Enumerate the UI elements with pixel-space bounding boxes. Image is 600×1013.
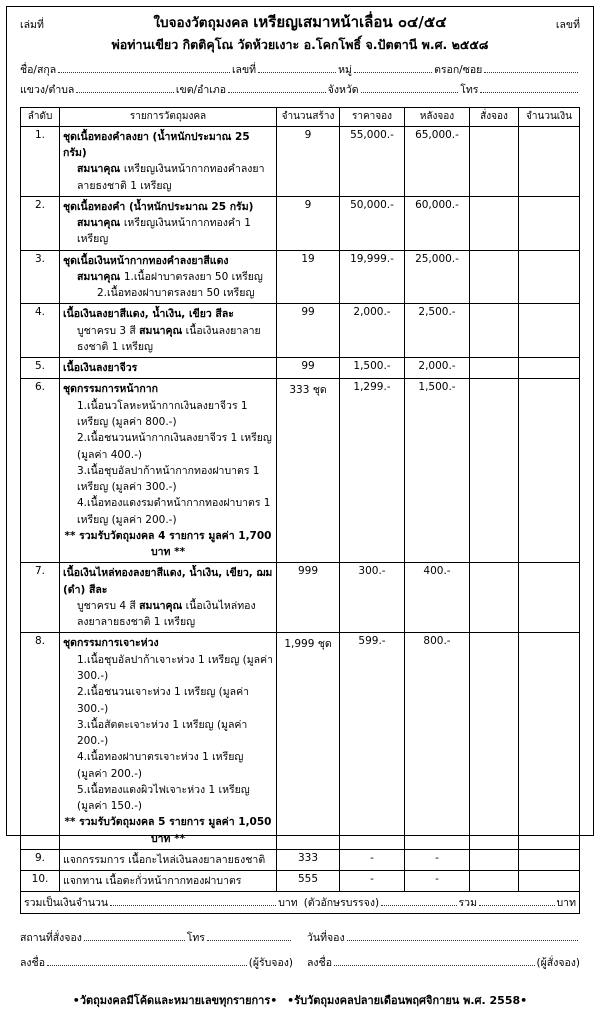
description-line: 4.เนื้อทองฝาบาตรเจาะห่วง 1 เหรียญ (มูลค่า 200.-) (77, 751, 244, 780)
order-place-label: สถานที่สั่งจอง (20, 932, 82, 945)
row-quantity: 555 (277, 871, 340, 892)
items-table-body (21, 126, 580, 892)
row-postorder-price: - (405, 871, 470, 892)
description-line: สมนาคุณ เหรียญเงินหน้ากากทองคำ 1 เหรียญ (77, 217, 251, 246)
row-index: 7. (21, 563, 60, 633)
title-prefix: ใบจองวัตถุมงคล (153, 15, 249, 31)
items-table-header (21, 107, 580, 126)
row-index: 10. (21, 871, 60, 892)
order-phone-label: โทร (186, 932, 205, 945)
signature-section (20, 926, 580, 974)
row-order-input[interactable] (470, 871, 519, 892)
row-amount-input[interactable] (519, 379, 580, 563)
row-amount-input[interactable] (519, 849, 580, 870)
row-index: 8. (21, 633, 60, 849)
description-line: สมนาคุณ เหรียญเงินหน้ากากทองคำลงยาลายธงชาติ 1 เหรียญ (77, 163, 265, 192)
row-order-input[interactable] (470, 379, 519, 563)
row-description (60, 849, 277, 870)
description-line: 1.เนื้อชุบอัลปาก้าเจาะห่วง 1 เหรียญ (มูลค่า 300.-) (77, 653, 273, 682)
row-amount-input[interactable] (519, 871, 580, 892)
row-amount-input[interactable] (519, 563, 580, 633)
receiver-role-label: (ผู้รับจอง) (248, 956, 293, 969)
table-header-row (21, 107, 580, 126)
row-preorder-price: 300.- (340, 563, 405, 633)
description-line: ชุดกรรมการเจาะห่วง (63, 637, 159, 650)
table-row (21, 849, 580, 870)
row-index: 2. (21, 196, 60, 250)
row-postorder-price: 2,500.- (405, 304, 470, 358)
description-line: บูชาครบ 3 สี สมนาคุณ เนื้อเงินลงยาลายธงชาติ 1 เหรียญ (77, 324, 261, 353)
row-postorder-price: 25,000.- (405, 250, 470, 304)
table-row (21, 633, 580, 849)
row-postorder-price: 2,000.- (405, 358, 470, 379)
title-main: เหรียญเสมาหน้าเลื่อน ๐๔/๕๔ (253, 13, 447, 31)
description-line: 4.เนื้อทองแดงรมดำหน้ากากทองฝาบาตร 1 เหรียญ (มูลค่า 200.-) (77, 497, 271, 526)
order-date-label: วันที่จอง (307, 932, 345, 945)
col-postorder-price: หลังจอง (405, 107, 470, 126)
row-order-input[interactable] (470, 358, 519, 379)
row-description (60, 379, 277, 563)
name-label: ชื่อ/สกุล (20, 63, 57, 76)
row-amount-input[interactable] (519, 304, 580, 358)
row-preorder-price: 19,999.- (340, 250, 405, 304)
order-date-input[interactable] (347, 930, 578, 941)
name-address-line (20, 61, 580, 81)
district-line (20, 81, 580, 101)
row-order-input[interactable] (470, 304, 519, 358)
row-index: 6. (21, 379, 60, 563)
description-line: เนื้อเงินไหล่ทองลงยาสีแดง, น้ำเงิน, เขียว, ฌม (ดำ) สีละ (63, 567, 273, 596)
row-quantity: 9 (277, 126, 340, 196)
row-amount-input[interactable] (519, 250, 580, 304)
row-description (60, 563, 277, 633)
sum-input[interactable] (479, 895, 555, 906)
table-row (21, 563, 580, 633)
page-subtitle: พ่อท่านเขียว กิตติคุโณ วัดห้วยเงาะ อ.โคกโพธิ์ จ.ปัตตานี พ.ศ. ๒๕๕๘ (111, 36, 489, 52)
sum-label: รวม (458, 897, 478, 910)
row-index: 9. (21, 849, 60, 870)
subdistrict-label: แขวง/ตำบล (20, 83, 75, 96)
total-amount-input[interactable] (110, 895, 276, 906)
page-title (72, 12, 528, 34)
district-label: เขต/อำเภอ (175, 83, 227, 96)
table-row (21, 304, 580, 358)
description-line: เนื้อเงินลงยาสีแดง, น้ำเงิน, เขียว สีละ (63, 308, 234, 321)
note-codes: •วัตถุมงคลมีโค้ดและหมายเลขทุกรายการ• (72, 993, 278, 1007)
house-no-label: เลขที่ (231, 63, 257, 76)
province-input[interactable] (361, 82, 459, 93)
orderer-role-label: (ผู้สั่งจอง) (536, 956, 580, 969)
order-phone-input[interactable] (207, 930, 291, 941)
description-line: บูชาครบ 4 สี สมนาคุณ เนื้อเงินไหล่ทองลงยาลายธงชาติ 1 เหรียญ (77, 599, 256, 629)
description-line: สมนาคุณ 1.เนื้อฝาบาตรลงยา 50 เหรียญ (77, 270, 263, 283)
row-preorder-price: 1,500.- (340, 358, 405, 379)
description-line: ** รวมรับวัตถุมงคล 4 รายการ มูลค่า 1,700 บาท ** (64, 529, 272, 559)
house-no-input[interactable] (258, 62, 336, 73)
row-index: 4. (21, 304, 60, 358)
row-order-input[interactable] (470, 849, 519, 870)
total-in-words-label: (ตัวอักษรบรรจง) (303, 897, 380, 910)
note-delivery: •รับวัตถุมงคลปลายเดือนพฤศจิกายน พ.ศ. 2558• (287, 993, 528, 1007)
description-line: 2.เนื้อทองฝาบาตรลงยา 50 เหรียญ (97, 287, 255, 300)
col-index: ลำดับ (21, 107, 60, 126)
sum-unit-baht: บาท (556, 897, 576, 910)
district-input[interactable] (228, 82, 326, 93)
row-index: 5. (21, 358, 60, 379)
row-description (60, 126, 277, 196)
description-line: ** รวมรับวัตถุมงคล 5 รายการ มูลค่า 1,050 บาท ** (64, 816, 272, 845)
receiver-signature-input[interactable] (47, 955, 247, 966)
row-preorder-price: 1,299.- (340, 379, 405, 563)
description-line: 1.เนื้อนวโลหะหน้ากากเงินลงยาจีวร 1 เหรียญ (มูลค่า 800.-) (77, 399, 248, 428)
soi-input[interactable] (484, 62, 578, 73)
row-quantity: 999 (277, 563, 340, 633)
row-order-input[interactable] (470, 633, 519, 849)
row-amount-input[interactable] (519, 633, 580, 849)
signature-row (20, 951, 580, 975)
row-preorder-price: 2,000.- (340, 304, 405, 358)
col-quantity: จำนวนสร้าง (277, 107, 340, 126)
row-preorder-price: - (340, 849, 405, 870)
table-row (21, 358, 580, 379)
total-in-words-input[interactable] (381, 895, 457, 906)
serial-number-label: เลขที่ (555, 19, 580, 31)
description-line: 3.เนื้อสัตตะเจาะห่วง 1 เหรียญ (มูลค่า 200.-) (77, 718, 248, 748)
row-quantity: 19 (277, 250, 340, 304)
volume-number-label: เล่มที่ (20, 19, 44, 31)
row-quantity: 1,999 ชุด (277, 633, 340, 849)
row-index: 3. (21, 250, 60, 304)
total-row (21, 892, 580, 914)
row-postorder-price: 800.- (405, 633, 470, 849)
row-quantity: 99 (277, 358, 340, 379)
phone-input[interactable] (480, 82, 578, 93)
row-amount-input[interactable] (519, 196, 580, 250)
row-description (60, 196, 277, 250)
description-line: แจกทาน เนื้อตะกั่วหน้ากากทองฝาบาตร (63, 875, 242, 888)
description-line: ชุดกรรมการหน้ากาก (63, 383, 159, 396)
col-amount: จำนวนเงิน (519, 107, 580, 126)
receiver-sign-label: ลงชื่อ (20, 956, 45, 969)
row-description (60, 250, 277, 304)
items-table (20, 107, 580, 915)
table-row (21, 196, 580, 250)
bottom-notes (20, 991, 580, 1009)
name-input[interactable] (58, 62, 230, 73)
row-amount-input[interactable] (519, 358, 580, 379)
row-preorder-price: 599.- (340, 633, 405, 849)
subdistrict-input[interactable] (76, 82, 174, 93)
items-table-footer (21, 892, 580, 914)
title-block (72, 12, 528, 54)
row-quantity: 333 ชุด (277, 379, 340, 563)
table-row (21, 126, 580, 196)
total-label: รวมเป็นเงินจำนวน (24, 897, 109, 910)
row-description (60, 304, 277, 358)
row-index: 1. (21, 126, 60, 196)
row-description (60, 358, 277, 379)
description-line: ชุดเนื้อเงินหน้ากากทองคำลงยาสีแดง (63, 254, 229, 267)
row-order-input[interactable] (470, 196, 519, 250)
table-row (21, 379, 580, 563)
row-quantity: 9 (277, 196, 340, 250)
orderer-sign-label: ลงชื่อ (307, 956, 332, 969)
col-order: สั่งจอง (470, 107, 519, 126)
order-place-input[interactable] (84, 930, 185, 941)
table-row (21, 250, 580, 304)
total-cell (21, 892, 580, 914)
description-line: ชุดเนื้อทองคำลงยา (น้ำหนักประมาณ 25 กรัม) (63, 130, 250, 160)
row-amount-input[interactable] (519, 126, 580, 196)
description-line: 3.เนื้อชุบอัลปาก้าหน้ากากทองฝาบาตร 1 เหรียญ (มูลค่า 300.-) (77, 464, 260, 494)
row-postorder-price: - (405, 849, 470, 870)
moo-input[interactable] (354, 62, 432, 73)
phone-label: โทร (460, 83, 479, 96)
row-postorder-price: 1,500.- (405, 379, 470, 563)
row-quantity: 333 (277, 849, 340, 870)
table-row (21, 871, 580, 892)
row-preorder-price: - (340, 871, 405, 892)
row-postorder-price: 400.- (405, 563, 470, 633)
row-description (60, 633, 277, 849)
row-preorder-price: 55,000.- (340, 126, 405, 196)
row-quantity: 99 (277, 304, 340, 358)
description-line: 2.เนื้อชนวนเจาะห่วง 1 เหรียญ (มูลค่า 300.-) (77, 686, 250, 715)
moo-label: หมู่ (338, 63, 352, 76)
row-postorder-price: 60,000.- (405, 196, 470, 250)
col-item: รายการวัตถุมงคล (60, 107, 277, 126)
row-postorder-price: 65,000.- (405, 126, 470, 196)
orderer-signature-input[interactable] (334, 955, 535, 966)
row-order-input[interactable] (470, 563, 519, 633)
row-preorder-price: 50,000.- (340, 196, 405, 250)
description-line: ชุดเนื้อทองคำ (น้ำหนักประมาณ 25 กรัม) (63, 200, 254, 213)
row-order-input[interactable] (470, 126, 519, 196)
place-date-row (20, 926, 580, 950)
description-line: เนื้อเงินลงยาจีวร (63, 362, 138, 375)
row-order-input[interactable] (470, 250, 519, 304)
form-header (20, 12, 580, 54)
description-line: 2.เนื้อชนวนหน้ากากเงินลงยาจีวร 1 เหรียญ (มูลค่า 400.-) (77, 432, 272, 461)
customer-fields (20, 61, 580, 101)
row-description (60, 871, 277, 892)
description-line: แจกกรรมการ เนื้อกะไหล่เงินลงยาลายธงชาติ (63, 853, 266, 866)
description-line: 5.เนื้อทองแดงผิวไฟเจาะห่วง 1 เหรียญ (มูลค่า 150.-) (77, 783, 250, 813)
total-unit-baht: บาท (278, 897, 298, 910)
col-preorder-price: ราคาจอง (340, 107, 405, 126)
soi-label: ตรอก/ซอย (434, 63, 483, 76)
province-label: จังหวัด (327, 83, 359, 96)
